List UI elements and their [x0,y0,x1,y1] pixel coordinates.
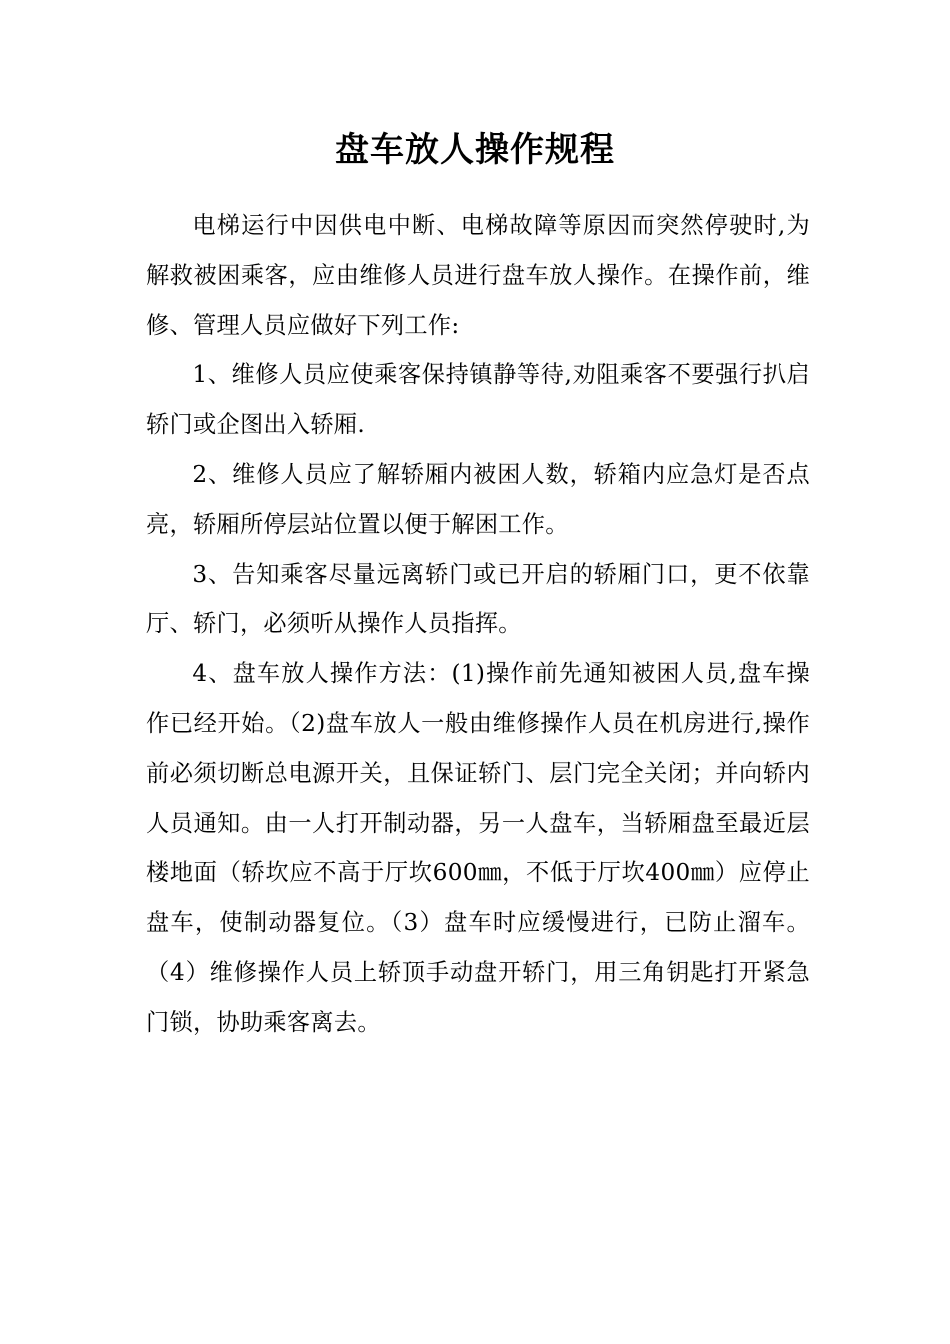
step-3-paragraph: 3、告知乘客尽量远离轿门或已开启的轿厢门口，更不依靠厅、轿门，必须听从操作人员指挥。 [146,560,810,638]
document-body [146,201,810,1048]
intro-paragraph: 电梯运行中因供电中断、电梯故障等原因而突然停驶时,为解救被困乘客，应由维修人员进行盘车放人操作。在操作前，维修、管理人员应做好下列工作: [146,212,810,339]
document-title: 盘车放人操作规程 [335,130,615,170]
step-4-paragraph: 4、盘车放人操作方法：(1)操作前先通知被困人员,盘车操作已经开始。（2)盘车放人一般由维修操作人员在机房进行,操作前必须切断总电源开关，且保证轿门、层门完全关闭；并向轿内人员通知。由一人打开制动器，另一人盘车，当轿厢盘至最近层楼地面（轿坎应不高于厅坎600㎜，不低于厅坎400㎜）应停止盘车，使制动器复位。（3）盘车时应缓慢进行，已防止溜车。（4）维修操作人员上轿顶手动盘开轿门，用三角钥匙打开紧急门锁，协助乘客离去。 [146,660,810,1036]
step-1-paragraph: 1、维修人员应使乘客保持镇静等待,劝阻乘客不要强行扒启轿门或企图出入轿厢. [146,361,810,439]
step-2-paragraph: 2、维修人员应了解轿厢内被困人数，轿箱内应急灯是否点亮，轿厢所停层站位置以便于解困工作。 [146,460,810,538]
